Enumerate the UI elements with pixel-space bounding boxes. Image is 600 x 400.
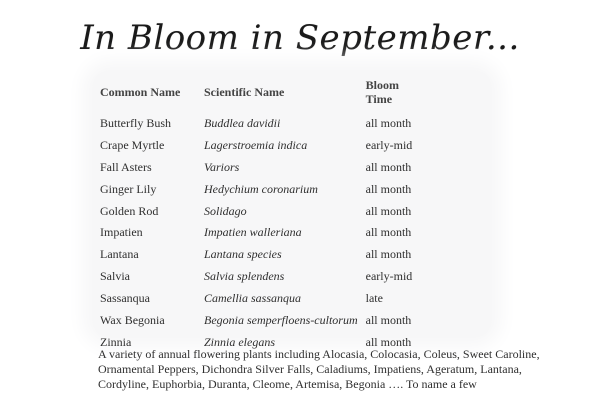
bloom-time-cell: all month (365, 334, 412, 349)
scientific-name-cell: Hedychium coronarium (204, 181, 318, 196)
bloom-time-cell: late (365, 291, 383, 306)
bloom-time-cell: all month (365, 225, 412, 240)
bloom-table (96, 74, 430, 353)
header-bloom-time: Bloom Time (365, 78, 399, 106)
common-name-cell: Wax Begonia (100, 312, 165, 327)
common-name-cell: Salvia (100, 269, 130, 284)
scientific-name-cell: Solidago (204, 203, 247, 218)
scientific-name-cell: Begonia semperfloens-cultorum (204, 312, 358, 327)
bloom-time-cell: all month (365, 247, 412, 262)
footer-paragraph: A variety of annual flowering plants including Alocasia, Colocasia, Coleus, Sweet Caroline, Ornamental Peppers, Dichondra Silver Falls, Caladiums, Impatiens, Ageratum, Lantana, Cordyline, Euphorbia, Duranta, Cleome, Artemisa, Begonia …. To name a few (98, 347, 540, 391)
scientific-name-cell: Lagerstroemia indica (204, 137, 308, 152)
table-row (96, 156, 430, 178)
bloom-time-cell: early-mid (365, 137, 413, 152)
table-header-row (96, 74, 430, 112)
scientific-name-cell: Lantana species (204, 247, 282, 262)
common-name-cell: Crape Myrtle (100, 137, 165, 152)
bloom-time-cell: all month (365, 312, 412, 327)
common-name-cell: Golden Rod (100, 203, 159, 218)
bloom-time-cell: all month (365, 115, 412, 130)
common-name-cell: Butterfly Bush (100, 115, 171, 130)
common-name-cell: Zinnia (100, 334, 132, 349)
bloom-time-cell: all month (365, 203, 412, 218)
header-scientific-name: Scientific Name (204, 85, 285, 99)
scientific-name-cell: Salvia splendens (204, 269, 285, 284)
scientific-name-cell: Variors (204, 159, 240, 174)
scientific-name-cell: Buddlea davidii (204, 115, 281, 130)
scientific-name-cell: Impatien walleriana (204, 225, 302, 240)
bloom-time-cell: early-mid (365, 269, 413, 284)
common-name-cell: Lantana (100, 247, 139, 262)
table-row (96, 200, 430, 222)
common-name-cell: Impatien (100, 225, 143, 240)
bloom-time-cell: all month (365, 181, 412, 196)
table-row (96, 243, 430, 265)
common-name-cell: Fall Asters (100, 159, 152, 174)
table-row (96, 178, 430, 200)
scientific-name-cell: Zinnia elegans (204, 334, 275, 349)
table-row (96, 309, 430, 331)
table-row (96, 265, 430, 287)
table-row (96, 221, 430, 243)
table-row (96, 287, 430, 309)
common-name-cell: Sassanqua (100, 291, 150, 306)
table-row (96, 112, 430, 134)
bloom-time-cell: all month (365, 159, 412, 174)
common-name-cell: Ginger Lily (100, 181, 157, 196)
page-title: In Bloom in September... (80, 18, 520, 58)
header-common-name: Common Name (100, 85, 181, 99)
table-row (96, 134, 430, 156)
scientific-name-cell: Camellia sassanqua (204, 291, 302, 306)
